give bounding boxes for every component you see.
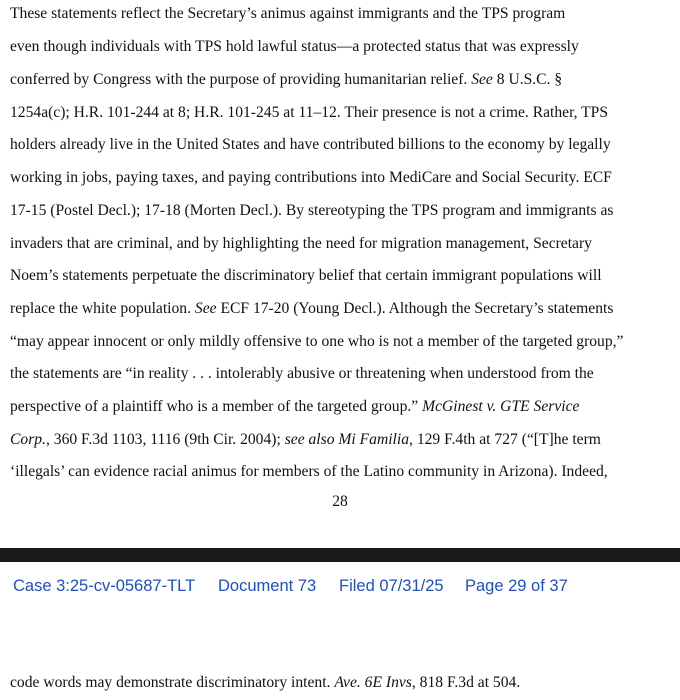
body-line bbox=[10, 167, 612, 189]
text-run: , 129 F.4th at 727 (“[T]he term bbox=[409, 431, 601, 448]
body-line bbox=[10, 102, 608, 124]
body-line bbox=[10, 298, 613, 320]
body-line bbox=[10, 265, 602, 287]
text-run: 17-15 (Postel Decl.); 17-18 (Morten Decl.). By stereotyping the TPS program and immigrants as bbox=[10, 202, 614, 219]
body-line bbox=[10, 36, 579, 58]
text-run: even though individuals with TPS hold lawful status—a protected status that was expressly bbox=[10, 38, 579, 55]
ecf-header bbox=[0, 562, 680, 612]
text-run: invaders that are criminal, and by highlighting the need for migration management, Secretary bbox=[10, 235, 592, 252]
case-number: Case 3:25-cv-05687-TLT bbox=[13, 577, 196, 595]
body-line bbox=[10, 429, 601, 451]
text-run: holders already live in the United States and have contributed billions to the economy by legally bbox=[10, 136, 611, 153]
body-line bbox=[10, 69, 562, 91]
body-line bbox=[10, 200, 613, 222]
italic-citation: Ave. 6E Invs bbox=[334, 674, 412, 691]
text-run: code words may demonstrate discriminatory intent. bbox=[10, 674, 335, 691]
text-run: These statements reflect the Secretary’s animus against immigrants and the TPS program bbox=[10, 5, 566, 22]
italic-citation: McGinest v. GTE Service bbox=[422, 398, 580, 415]
body-line bbox=[10, 461, 608, 483]
text-run: 1254a(c); H.R. 101-244 at 8; H.R. 101-245 at 11–12. Their presence is not a crime. Rather, TPS bbox=[10, 104, 609, 121]
text-run: ECF 17-20 (Young Decl.). Although the Secretary’s statements bbox=[216, 300, 614, 317]
body-line bbox=[10, 134, 611, 156]
page-count: Page 29 of 37 bbox=[465, 577, 568, 595]
text-run: ‘illegals’ can evidence racial animus for members of the Latino community in Arizona). Indeed, bbox=[10, 463, 608, 480]
document-number: Document 73 bbox=[218, 577, 317, 595]
body-line bbox=[10, 331, 623, 353]
italic-citation: Corp. bbox=[10, 431, 46, 448]
text-run: Noem’s statements perpetuate the discriminatory belief that certain immigrant populations will bbox=[10, 267, 602, 284]
filed-date: Filed 07/31/25 bbox=[339, 577, 444, 595]
text-run: “may appear innocent or only mildly offensive to one who is not a member of the targeted group,” bbox=[10, 333, 624, 350]
italic-citation: see also Mi Familia bbox=[284, 431, 410, 448]
body-line bbox=[10, 396, 579, 418]
text-run: replace the white population. bbox=[10, 300, 195, 317]
page-divider bbox=[0, 548, 680, 562]
text-run: working in jobs, paying taxes, and paying contributions into MediCare and Social Security. ECF bbox=[10, 169, 612, 186]
text-run: perspective of a plaintiff who is a member of the targeted group.” bbox=[10, 398, 423, 415]
body-line bbox=[10, 3, 565, 25]
body-line bbox=[10, 233, 592, 255]
text-run: conferred by Congress with the purpose of providing humanitarian relief. bbox=[10, 71, 472, 88]
text-run: the statements are “in reality . . . intolerably abusive or threatening when understood from the bbox=[10, 365, 594, 382]
next-page-first-line bbox=[10, 672, 520, 694]
italic-citation: See bbox=[194, 300, 217, 317]
text-run: , 818 F.3d at 504. bbox=[411, 674, 521, 691]
text-run: , 360 F.3d 1103, 1116 (9th Cir. 2004); bbox=[45, 431, 285, 448]
italic-citation: See bbox=[471, 71, 493, 88]
page-number: 28 bbox=[332, 493, 348, 510]
text-run: 8 U.S.C. § bbox=[492, 71, 563, 88]
body-line bbox=[10, 363, 594, 385]
